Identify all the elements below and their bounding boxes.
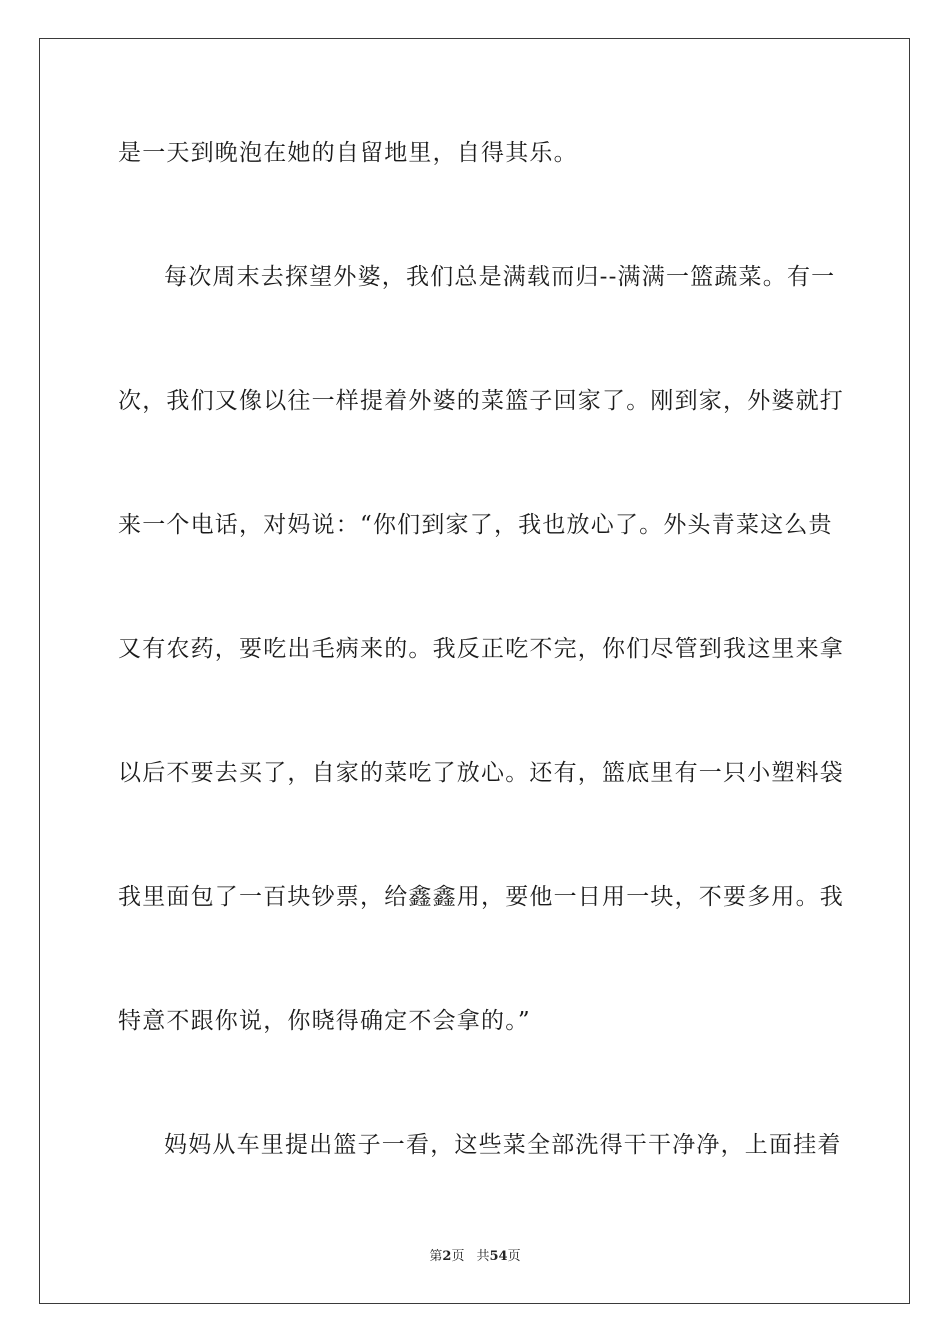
text-line-4: 来一个电话，对妈说：“你们到家了，我也放心了。外头青菜这么贵 <box>118 512 833 538</box>
text-line-1: 是一天到晚泡在她的自留地里，自得其乐。 <box>118 140 578 166</box>
total-pages: 54 <box>489 1249 508 1264</box>
page-number: 2 <box>442 1249 452 1264</box>
text-line-6: 以后不要去买了，自家的菜吃了放心。还有，篮底里有一只小塑料袋 <box>118 760 844 786</box>
text-line-3: 次，我们又像以往一样提着外婆的菜篮子回家了。刚到家，外婆就打 <box>118 388 844 414</box>
text-line-2: 每次周末去探望外婆，我们总是满载而归--满满一篮蔬菜。有一 <box>164 264 836 290</box>
page-border <box>39 38 910 1304</box>
page-prefix: 第 <box>429 1249 443 1264</box>
text-line-9: 妈妈从车里提出篮子一看，这些菜全部洗得干干净净，上面挂着 <box>164 1132 842 1158</box>
total-suffix: 页 <box>507 1249 521 1264</box>
text-line-8: 特意不跟你说，你晓得确定不会拿的。” <box>118 1008 531 1034</box>
total-prefix: 共 <box>476 1249 490 1264</box>
page-suffix: 页 <box>451 1249 465 1264</box>
text-line-7: 我里面包了一百块钞票，给鑫鑫用，要他一日用一块，不要多用。我 <box>118 884 844 910</box>
text-line-5: 又有农药，要吃出毛病来的。我反正吃不完，你们尽管到我这里来拿 <box>118 636 844 662</box>
page-footer <box>0 1248 950 1266</box>
